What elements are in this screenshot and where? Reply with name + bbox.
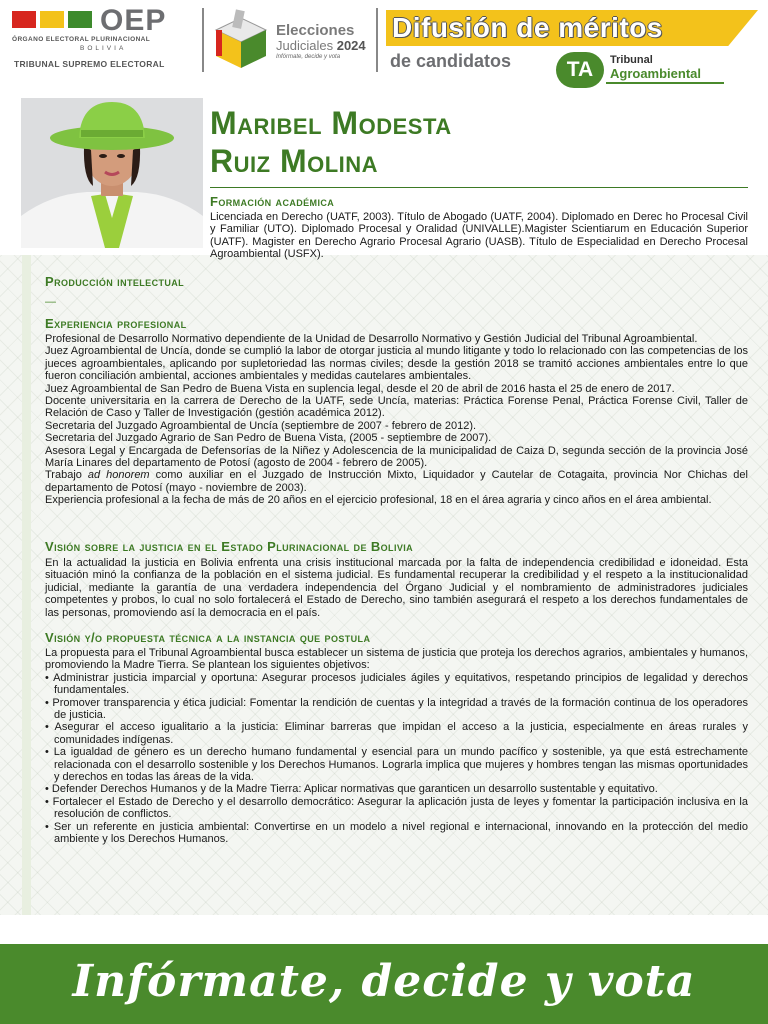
propuesta-intro: La propuesta para el Tribunal Agroambiental busca establecer un sistema de justicia que proteja los derechos agrarios, ambientales y humanos, promoviendo la Madre Tierra. Se plantean los siguientes objetivos: <box>45 647 748 672</box>
flag-red-block <box>12 11 36 28</box>
banner-subtitle: de candidatos <box>390 51 512 71</box>
produccion-text: — <box>45 296 56 308</box>
side-stripe <box>22 255 31 915</box>
footer-slogan: Infórmate, decide y vota <box>72 956 696 1007</box>
name-divider <box>210 187 748 188</box>
flag-yellow-block <box>40 11 64 28</box>
oep-tribunal-label: TRIBUNAL SUPREMO ELECTORAL <box>14 59 165 69</box>
formacion-text: Licenciada en Derecho (UATF, 2003). Título de Abogado (UATF, 2004). Diplomado en Derec ho Procesal Civil y Familiar (UTO). Diplomado Procesal y Oralidad (UNIVALLE).Magister Scientiarum en Educación Superior (UATF). Magister en Derecho Agrario Procesal Agrario (UASB). Título de Especialidad en Derecho Procesal Agroambiental (USFX). <box>210 211 748 261</box>
header <box>0 0 768 86</box>
propuesta-heading: Visión y/o propuesta técnica a la instancia que postula <box>45 630 371 645</box>
candidate-name-line1: Maribel Modesta <box>210 105 452 141</box>
banner-title: Difusión de méritos <box>392 12 663 43</box>
experiencia-item: Profesional de Desarrollo Normativo dependiente de la Unidad de Desarrollo Normativo y Gestión Judicial del Tribunal Agroambiental. <box>45 333 698 345</box>
tribunal-label: Tribunal <box>610 54 653 66</box>
experiencia-item: Juez Agroambiental de San Pedro de Buena Vista en suplencia legal, desde el 20 de abril de 2016 hasta el 25 de enero de 2017. <box>45 382 675 395</box>
oep-country-label: BOLIVIA <box>80 45 127 52</box>
experiencia-item: Secretaria del Juzgado Agrario de San Pedro de Buena Vista, (2005 - septiembre de 2007). <box>45 432 492 445</box>
experiencia-text <box>45 333 748 507</box>
header-divider <box>202 8 204 72</box>
tribunal-badge: TA <box>556 52 604 88</box>
experiencia-heading: Experiencia profesional <box>45 316 187 331</box>
propuesta-bullet: • Administrar justicia imparcial y oportuna: Asegurar procesos judiciales ágiles y equitativos, respetando principios de legalidad y derechos fundamentales. <box>45 671 748 697</box>
experiencia-item: Asesora Legal y Encargada de Defensorías de la Niñez y Adolescencia de la municipalidad de Caiza D, segunda sección de la provincia José María Linares del departamento de Potosí (agosto de 2004 - febrero de 2005). <box>45 444 748 470</box>
propuesta-bullet: • Fortalecer el Estado de Derecho y el desarrollo democrático: Asegurar la aplicación justa de leyes y fomentar la participación inclusiva en la resolución de conflictos. <box>45 795 748 821</box>
tribunal-name: Agroambiental <box>610 66 702 81</box>
candidate-photo <box>21 98 203 248</box>
propuesta-bullet: • Asegurar el acceso igualitario a la justicia: Eliminar barreras que impidan el acceso a la justicia, especialmente en áreas rurales y comunidades indígenas. <box>45 721 748 746</box>
oep-logo-text: OEP <box>100 4 167 37</box>
elecciones-title: Elecciones <box>276 22 355 39</box>
candidate-name-line2: Ruiz Molina <box>210 143 379 179</box>
propuesta-bullet: • Promover transparencia y ética judicial: Fomentar la rendición de cuentas y la integridad a través de la formación continua de los operadores de justicia. <box>45 696 748 722</box>
ballot-box-icon <box>210 8 272 70</box>
propuesta-bullet: • Ser un referente en justicia ambiental: Convertirse en un modelo a nivel regional e internacional, innovando en la protección del medio ambiente y los Derechos Humanos. <box>45 820 748 846</box>
tribunal-underline <box>606 82 724 84</box>
experiencia-item: Secretaria del Juzgado Agroambiental de Uncía (septiembre de 2007 - febrero de 2012). <box>45 419 477 432</box>
flag-green-block <box>68 11 92 28</box>
elecciones-subtitle: Judiciales 2024 <box>276 38 366 53</box>
experiencia-summary: Experiencia profesional a la fecha de más de 20 años en el ejercicio profesional, 18 en el área agraria y cinco años en el área ambiental. <box>45 494 712 507</box>
elecciones-tagline: Infórmate, decide y vota <box>276 54 341 60</box>
candidate-name <box>210 104 452 180</box>
produccion-heading: Producción intelectual <box>45 274 185 289</box>
formacion-heading: Formación académica <box>210 194 335 209</box>
experiencia-item-adhonorem: Trabajo ad honorem como auxiliar en el Juzgado de Instrucción Mixto, Liquidador y Cautelar de Cotagaita, provincia Nor Chichas del departamento de Potosí (mayo - noviembre de 2003). <box>45 469 748 494</box>
experiencia-item: Docente universitaria en la carrera de Derecho de la UATF, sede Uncía, materias: Práctica Forense Penal, Práctica Forense Civil, Taller de Relación de Caso y Taller de Investigación (gestión académica 2012). <box>45 395 748 420</box>
portrait-illustration <box>21 98 203 248</box>
propuesta-bullet: • La igualdad de género es un derecho humano fundamental y esencial para un mundo pacífico y sostenible, ya que está estrechamente relacionada con el desarrollo sostenible y los Derechos Humanos. Lograrla implica que mujeres y hombres tengan las mismas oportunidades y derechos en todas las áreas de la vida. <box>45 746 748 784</box>
vision-text: En la actualidad la justicia en Bolivia enfrenta una crisis institucional marcada por la falta de independencia credibilidad e idoneidad. Esta situación minó la confianza de la población en el sistema judicial. Es fundamental recuperar la credibilidad y el respeto a la institucionalidad judicial, mediante la garantía de una verdadera independencia del Órgano Judicial y el nombramiento de administradores judiciales competentes y probos, lo cual no solo fortalecerá el Estado de Derecho, sino también asegurará el respeto a los derechos fundamentales de las personas, promoviendo así la democracia en el país. <box>45 557 748 619</box>
propuesta-text <box>45 647 748 846</box>
vision-heading: Visión sobre la justicia en el Estado Plurinacional de Bolivia <box>45 539 414 554</box>
header-divider-2 <box>376 8 378 72</box>
experiencia-item: Juez Agroambiental de Uncía, donde se cumplió la labor de otorgar justicia al mundo litigante y todo lo relacionado con las competencias de los jueces agroambientales, aplicando por supletoriedad las normas civiles; desde la gestión 2018 se tramitó acciones ambientales entre lo que fueron conciliación ambiental, acciones ambientales y medidas cautelares ambientales. <box>45 345 748 383</box>
oep-organ-label: ÓRGANO ELECTORAL PLURINACIONAL <box>12 36 151 43</box>
propuesta-bullet: • Defender Derechos Humanos y de la Madre Tierra: Aplicar normativas que garanticen un desarrollo sustentable y equitativo. <box>45 783 658 796</box>
